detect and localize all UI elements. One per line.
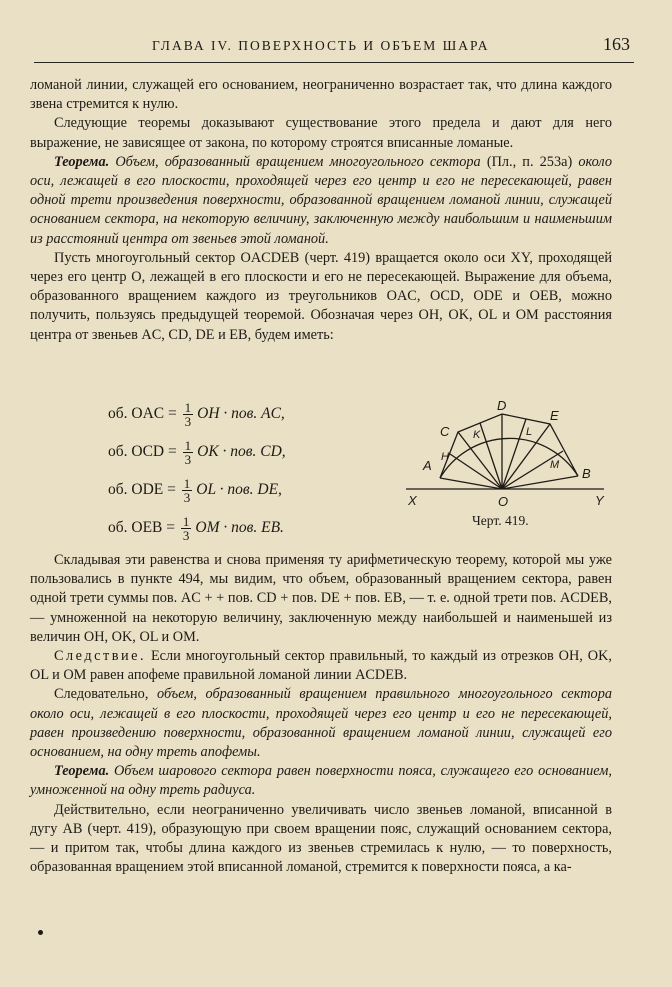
formula-lhs: об. ODE: [108, 481, 164, 498]
proof-paragraph: Пусть многоугольный сектор OACDEB (черт. 419) вращается около оси XY, проходящей через его центр O, лежащей в его плоскости и его не пересекающей. Выражение для объема, образованного вращением каждого из треугольников OAC, OCD, ODE и OEB, можно получить, пользуясь предыдущей теоремой. Обозначая через OH, OK, OL и OM расстояния центра от звеньев AC, CD, DE и EB, будем иметь:: [30, 249, 612, 343]
paragraph-intro: Следующие теоремы доказывают существование этого предела и дают для него выражение, не зависящее от закона, по которому строятся вписанные ломаные.: [30, 115, 612, 151]
formula-row: об. OEB = $\frac{1}{3}$ OM · пов. EB.: [108, 513, 284, 543]
label-d: D: [497, 398, 507, 413]
fraction: [182, 477, 193, 504]
label-y: Y: [595, 493, 604, 508]
formula-rhs: OK · пов. CD,: [197, 443, 286, 460]
apothem-ol: [502, 419, 526, 489]
label-o: O: [498, 494, 509, 509]
fraction: [183, 439, 194, 466]
consequence-lead: Следовательно,: [54, 686, 149, 703]
corollary-text: Если многоугольный сектор правильный, то каждый из отрезков OH, OK, OL и OM равен апофеме правильной ломаной линии ACDEB.: [30, 648, 612, 684]
formula-lhs: об. OEB: [108, 519, 163, 536]
label-x: X: [408, 493, 417, 508]
formula-rhs: OM · пов. EB.: [195, 519, 284, 536]
formula-block: [108, 398, 368, 546]
formula-row: об. OAC = $\frac{1}{3}$ OH · пов. AC,: [108, 399, 285, 429]
theorem-1-statement-a: Объем, образованный вращением многоугольного сектора: [115, 153, 481, 170]
label-h: H: [441, 451, 449, 463]
theorem-1-statement-b: около оси, лежащей в его плоскости, проходящей через его центр и его не пересекающей, равен одной трети произведения поверхности, образованной вращением ломаной линии, служащей основанием сектора, на некоторую величину, заключенную между наибольшим и наименьшим из расстояний центра от звеньев этой ломаной.: [30, 153, 612, 247]
paragraph-continuation: ломаной линии, служащей его основанием, неограниченно возрастает так, что длина каждого звена стремится к нулю.: [30, 77, 612, 113]
fraction-denominator: 3: [184, 413, 192, 429]
proof-paragraph-2: Действительно, если неограниченно увеличивать число звеньев ломаной, вписанной в дугу AB (черт. 419), образующую при своем вращении пояс, служащий основанием сектора, — и притом так, чтобы длина каждого из звеньев стремилась к нулю, — то поверхность, образованная вращением этой вписанной ломаной, стремится к поверхности пояса, а ка-: [30, 801, 612, 876]
formula-row: об. ODE = $\frac{1}{3}$ OL · пов. DE,: [108, 475, 282, 505]
top-text-block: [30, 76, 612, 345]
fraction-denominator: 3: [184, 451, 192, 467]
fraction-numerator: 1: [184, 399, 192, 415]
apothem-ok: [480, 423, 502, 489]
fraction-denominator: 3: [182, 527, 190, 543]
formula-rhs: OH · пов. AC,: [197, 405, 285, 422]
theorem-1: [30, 153, 612, 249]
label-m: M: [550, 459, 560, 471]
formula-rhs: OL · пов. DE,: [196, 481, 282, 498]
figure-caption: Черт. 419.: [472, 513, 529, 528]
theorem-label: Теорема.: [54, 153, 110, 170]
fraction-numerator: 1: [184, 437, 192, 453]
formula-lhs: об. OCD: [108, 443, 165, 460]
fraction: [183, 401, 194, 428]
formula-row: об. OCD = $\frac{1}{3}$ OK · пов. CD,: [108, 437, 286, 467]
label-b: B: [582, 466, 591, 481]
label-a: A: [423, 458, 432, 473]
theorem-2-statement: Объем шарового сектора равен поверхности пояса, служащего его основанием, умноженной на одну треть радиуса.: [30, 763, 612, 799]
fraction-denominator: 3: [183, 489, 191, 505]
theorem-label: Теорема.: [54, 763, 110, 780]
chapter-title: ГЛАВА IV. ПОВЕРХНОСТЬ И ОБЪЕМ ШАРА: [152, 38, 490, 53]
label-e: E: [550, 408, 559, 423]
fraction-numerator: 1: [182, 513, 190, 529]
corollary: [30, 647, 612, 685]
fraction-numerator: 1: [183, 475, 191, 491]
consequence-paragraph: [30, 685, 612, 762]
summation-paragraph: Складывая эти равенства и снова применяя ту арифметическую теорему, которой мы уже пользовались в пункте 494, мы видим, что объем, образованный вращением сектора, равен одной трети суммы пов. AC + + пов. CD + пов. DE + пов. EB, — т. е. одной трети пов. ACDEB, — умноженной на некоторую величину, заключенную между наибольшей и наименьшей из величин OH, OK, OL и OM.: [30, 552, 612, 645]
label-l: L: [526, 426, 533, 438]
page-number: 163: [603, 34, 630, 54]
fraction: [181, 515, 192, 542]
theorem-1-reference: (Пл., п. 253а): [486, 153, 573, 170]
ink-dot: [38, 930, 43, 935]
sector-diagram: [400, 398, 616, 510]
corollary-label: Следствие.: [54, 648, 147, 665]
label-k: K: [473, 429, 481, 441]
figure-419: [400, 398, 616, 532]
bottom-text-block: [30, 551, 612, 877]
consequence-statement: объем, образованный вращением правильного многоугольного сектора около оси, лежащей в его плоскости, проходящей через его центр и его не пересекающей, равен произведению поверхности, образованной вращением ломаной линии, служащей его основанием, на одну треть апофемы.: [30, 686, 612, 761]
theorem-2: [30, 762, 612, 800]
running-header: [34, 36, 634, 63]
label-c: C: [440, 424, 450, 439]
formula-lhs: об. OAC: [108, 405, 165, 422]
